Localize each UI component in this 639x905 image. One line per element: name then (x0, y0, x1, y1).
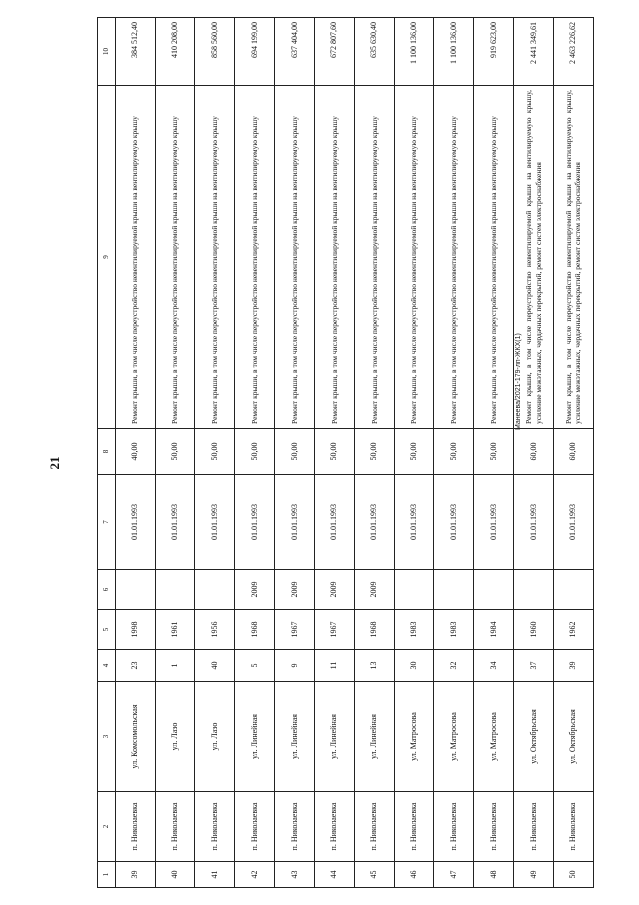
cell-sum: 2 463 226,62 (553, 18, 593, 86)
cell-city: п. Николаевка (275, 792, 315, 862)
header-cell-col-9: 9 (98, 86, 116, 429)
cell-wear: 50,00 (394, 429, 434, 475)
cell-house: 9 (275, 650, 315, 682)
cell-wear: 60,00 (553, 429, 593, 475)
cell-wear: 50,00 (314, 429, 354, 475)
cell-street: ул. Матросова (394, 682, 434, 792)
cell-sum: 384 512,40 (115, 18, 155, 86)
cell-no: 46 (394, 862, 434, 888)
cell-city: п. Николаевка (394, 792, 434, 862)
cell-city: п. Николаевка (235, 792, 275, 862)
cell-no: 40 (155, 862, 195, 888)
table-row (553, 18, 593, 888)
cell-house: 1 (155, 650, 195, 682)
cell-date: 01.01.1993 (155, 475, 195, 570)
cell-year: 1983 (434, 610, 474, 650)
cell-no: 50 (553, 862, 593, 888)
cell-date: 01.01.1993 (195, 475, 235, 570)
cell-street: ул. Лазо (155, 682, 195, 792)
cell-date: 01.01.1993 (314, 475, 354, 570)
cell-wear: 50,00 (354, 429, 394, 475)
table-row (155, 18, 195, 888)
cell-rep: 2009 (314, 570, 354, 610)
cell-year: 1984 (474, 610, 514, 650)
cell-city: п. Николаевка (434, 792, 474, 862)
cell-date: 01.01.1993 (275, 475, 315, 570)
header-cell-col-8: 8 (98, 429, 116, 475)
table-row (115, 18, 155, 888)
table-row (394, 18, 434, 888)
cell-city: п. Николаевка (474, 792, 514, 862)
cell-street: ул. Комсомольская (115, 682, 155, 792)
cell-sum: 1 100 136,00 (434, 18, 474, 86)
table-row (314, 18, 354, 888)
cell-street: ул. Линейная (314, 682, 354, 792)
cell-house: 37 (514, 650, 554, 682)
header-cell-col-4: 4 (98, 650, 116, 682)
table-body (98, 18, 594, 888)
cell-city: п. Николаевка (195, 792, 235, 862)
cell-street: ул. Матросова (474, 682, 514, 792)
header-row (98, 18, 116, 888)
cell-work: Ремонт крыши, в том числе переустройство невентилируемой крыши на вентилируемую крышу (314, 86, 354, 429)
cell-year: 1967 (314, 610, 354, 650)
cell-no: 44 (314, 862, 354, 888)
cell-work: Ремонт крыши, в том числе переустройство невентилируемой крыши на вентилируемую крышу (354, 86, 394, 429)
table-row (354, 18, 394, 888)
table-row (474, 18, 514, 888)
cell-work: Ремонт крыши, в том числе переустройство невентилируемой крыши на вентилируемую крышу (195, 86, 235, 429)
cell-city: п. Николаевка (514, 792, 554, 862)
cell-work: Ремонт крыши, в том числе переустройство невентилируемой крыши на вентилируемую крышу (155, 86, 195, 429)
cell-sum: 637 404,00 (275, 18, 315, 86)
cell-year: 1968 (235, 610, 275, 650)
cell-year: 1961 (155, 610, 195, 650)
header-cell-col-7: 7 (98, 475, 116, 570)
cell-house: 11 (314, 650, 354, 682)
cell-house: 30 (394, 650, 434, 682)
cell-no: 45 (354, 862, 394, 888)
cell-wear: 40,00 (115, 429, 155, 475)
cell-city: п. Николаевка (155, 792, 195, 862)
cell-house: 5 (235, 650, 275, 682)
cell-house: 40 (195, 650, 235, 682)
document-table-container (97, 18, 594, 888)
cell-no: 47 (434, 862, 474, 888)
cell-date: 01.01.1993 (394, 475, 434, 570)
cell-sum: 2 441 349,61 (514, 18, 554, 86)
cell-wear: 50,00 (235, 429, 275, 475)
cell-year: 1998 (115, 610, 155, 650)
cell-date: 01.01.1993 (235, 475, 275, 570)
cell-sum: 1 100 136,00 (394, 18, 434, 86)
header-cell-col-5: 5 (98, 610, 116, 650)
cell-year: 1962 (553, 610, 593, 650)
cell-date: 01.01.1993 (514, 475, 554, 570)
cell-year: 1956 (195, 610, 235, 650)
cell-no: 42 (235, 862, 275, 888)
cell-wear: 50,00 (474, 429, 514, 475)
cell-rep (115, 570, 155, 610)
cell-no: 48 (474, 862, 514, 888)
cell-year: 1983 (394, 610, 434, 650)
cell-house: 23 (115, 650, 155, 682)
cell-rep (434, 570, 474, 610)
repair-program-table (97, 17, 594, 888)
cell-wear: 50,00 (434, 429, 474, 475)
cell-street: ул. Лазо (195, 682, 235, 792)
cell-rep: 2009 (235, 570, 275, 610)
cell-sum: 694 199,00 (235, 18, 275, 86)
cell-street: ул. Октябрьская (553, 682, 593, 792)
cell-work: Ремонт крыши, в том числе переустройство невентилируемой крыши на вентилируемую крышу (474, 86, 514, 429)
cell-wear: 60,00 (514, 429, 554, 475)
cell-date: 01.01.1993 (115, 475, 155, 570)
cell-wear: 50,00 (195, 429, 235, 475)
cell-city: п. Николаевка (314, 792, 354, 862)
cell-street: ул. Матросова (434, 682, 474, 792)
cell-sum: 919 623,00 (474, 18, 514, 86)
cell-work: Ремонт крыши, в том числе переустройство невентилируемой крыши на вентилируемую крышу (394, 86, 434, 429)
page-number: 21 (47, 456, 62, 470)
cell-street: ул. Линейная (275, 682, 315, 792)
cell-house: 13 (354, 650, 394, 682)
header-cell-col-10: 10 (98, 18, 116, 86)
cell-street: ул. Линейная (354, 682, 394, 792)
header-cell-col-2: 2 (98, 792, 116, 862)
header-cell-col-1: 1 (98, 862, 116, 888)
cell-date: 01.01.1993 (354, 475, 394, 570)
cell-street: ул. Октябрьская (514, 682, 554, 792)
table-row (195, 18, 235, 888)
cell-rep (155, 570, 195, 610)
cell-rep (394, 570, 434, 610)
cell-year: 1967 (275, 610, 315, 650)
cell-no: 43 (275, 862, 315, 888)
cell-house: 34 (474, 650, 514, 682)
cell-date: 01.01.1993 (553, 475, 593, 570)
header-cell-col-3: 3 (98, 682, 116, 792)
cell-no: 39 (115, 862, 155, 888)
cell-work: Ремонт крыши, в том числе переустройство невентилируемой крыши на вентилируемую крышу (115, 86, 155, 429)
cell-no: 49 (514, 862, 554, 888)
table-row (434, 18, 474, 888)
cell-rep (474, 570, 514, 610)
cell-work: Ремонт крыши, в том числе переустройство невентилируемой крыши на вентилируемую крышу (235, 86, 275, 429)
cell-work: Ремонт крыши, в том числе переустройство невентилируемой крыши на вентилируемую крышу (275, 86, 315, 429)
cell-rep: 2009 (354, 570, 394, 610)
cell-city: п. Николаевка (354, 792, 394, 862)
cell-street: ул. Линейная (235, 682, 275, 792)
cell-sum: 635 630,40 (354, 18, 394, 86)
cell-house: 32 (434, 650, 474, 682)
table-row (275, 18, 315, 888)
cell-work: Ремонт крыши, в том числе переустройство невентилируемой крыши на вентилируемую крышу, усиление межэтажных, чердачных перекрытий, ремонт систем электроснабжения (553, 86, 593, 429)
cell-date: 01.01.1993 (474, 475, 514, 570)
cell-wear: 50,00 (155, 429, 195, 475)
cell-house: 39 (553, 650, 593, 682)
cell-rep (553, 570, 593, 610)
cell-rep (195, 570, 235, 610)
cell-sum: 410 208,00 (155, 18, 195, 86)
cell-sum: 672 807,60 (314, 18, 354, 86)
table-row (514, 18, 554, 888)
cell-date: 01.01.1993 (434, 475, 474, 570)
cell-city: п. Николаевка (553, 792, 593, 862)
cell-year: 1968 (354, 610, 394, 650)
cell-rep: 2009 (275, 570, 315, 610)
document-id: Манеева/2021-179-лп-ЖКХ(1) (515, 333, 522, 430)
cell-no: 41 (195, 862, 235, 888)
cell-year: 1960 (514, 610, 554, 650)
cell-wear: 50,00 (275, 429, 315, 475)
header-cell-col-6: 6 (98, 570, 116, 610)
cell-rep (514, 570, 554, 610)
cell-city: п. Николаевка (115, 792, 155, 862)
cell-sum: 858 560,00 (195, 18, 235, 86)
table-row (235, 18, 275, 888)
cell-work: Ремонт крыши, в том числе переустройство невентилируемой крыши на вентилируемую крышу (434, 86, 474, 429)
cell-work: Ремонт крыши, в том числе переустройство невентилируемой крыши на вентилируемую крышу, усиление межэтажных, чердачных перекрытий, ремонт систем электроснабжения (514, 86, 554, 429)
